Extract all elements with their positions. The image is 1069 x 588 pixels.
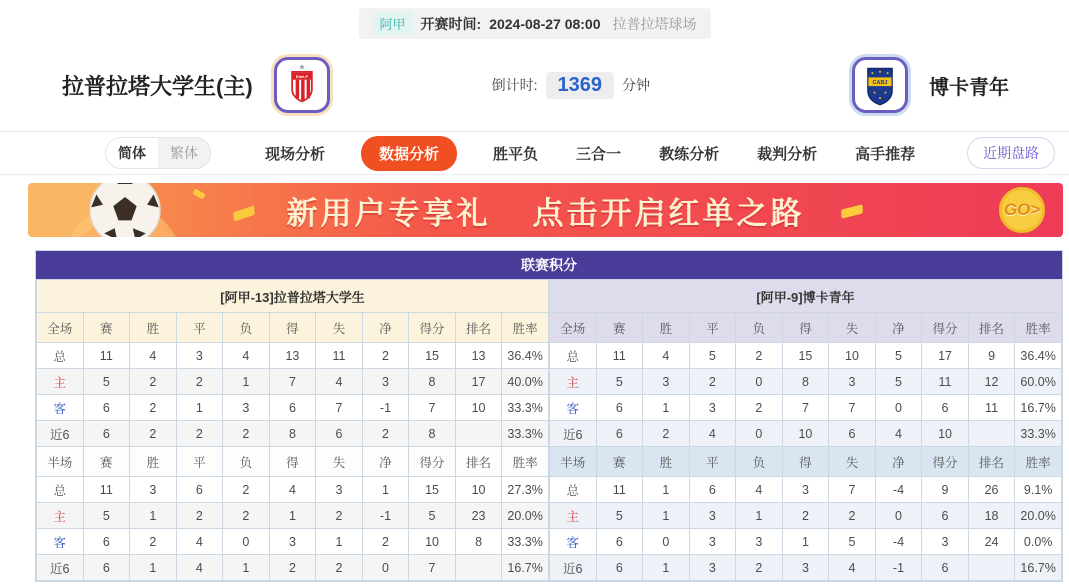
stat-cell: 2 <box>223 477 270 503</box>
stat-cell <box>455 555 502 581</box>
stat-cell: 4 <box>829 555 876 581</box>
stat-cell: 1 <box>223 369 270 395</box>
stat-cell: 6 <box>596 421 643 447</box>
stat-cell: 7 <box>409 555 456 581</box>
standings-tables <box>36 279 1062 581</box>
banner-title-part1: 新用户专享礼 <box>286 195 491 231</box>
row-label: 主 <box>550 369 597 395</box>
stat-cell: 8 <box>269 421 316 447</box>
stat-cell: 3 <box>269 529 316 555</box>
stat-cell: 1 <box>362 477 409 503</box>
table-row <box>37 529 549 555</box>
stat-cell: 6 <box>83 555 130 581</box>
stat-cell: 3 <box>689 555 736 581</box>
stat-cell: 4 <box>269 477 316 503</box>
stat-cell: 7 <box>316 395 363 421</box>
table-row <box>37 503 549 529</box>
stat-cell: 15 <box>782 343 829 369</box>
column-header: 排名 <box>455 313 502 343</box>
tab-win-draw-lose[interactable]: 胜平负 <box>493 145 539 163</box>
stat-cell: 7 <box>269 369 316 395</box>
stat-cell: 33.3% <box>502 395 549 421</box>
stat-cell: 7 <box>829 477 876 503</box>
table-row <box>550 529 1062 555</box>
stat-cell: 0 <box>875 503 922 529</box>
stat-cell: 2 <box>736 395 783 421</box>
column-header: 得 <box>269 447 316 477</box>
stat-cell: 2 <box>362 343 409 369</box>
stat-cell: 3 <box>736 529 783 555</box>
table-row <box>37 369 549 395</box>
table-row <box>37 343 549 369</box>
table-row <box>37 421 549 447</box>
stat-cell: 4 <box>176 555 223 581</box>
column-header: 负 <box>223 447 270 477</box>
column-header: 净 <box>362 447 409 477</box>
table-row <box>37 555 549 581</box>
column-header: 半场 <box>550 447 597 477</box>
stat-cell: 2 <box>223 503 270 529</box>
stat-cell: 2 <box>316 555 363 581</box>
stat-cell: 3 <box>223 395 270 421</box>
stat-cell: 2 <box>782 503 829 529</box>
stat-cell: 2 <box>362 421 409 447</box>
stat-cell: 3 <box>130 477 177 503</box>
stat-cell: 1 <box>269 503 316 529</box>
row-label: 客 <box>37 395 84 421</box>
stat-cell: 4 <box>875 421 922 447</box>
team-section-header: [阿甲-9]博卡青年 <box>550 280 1062 313</box>
banner-title <box>287 188 805 233</box>
stat-cell: 1 <box>176 395 223 421</box>
stat-cell: 10 <box>922 421 969 447</box>
stat-cell: 2 <box>736 343 783 369</box>
table-row <box>550 503 1062 529</box>
table-row <box>37 395 549 421</box>
stat-cell: 11 <box>83 343 130 369</box>
row-label: 近6 <box>37 421 84 447</box>
column-header: 胜率 <box>1015 313 1062 343</box>
column-header: 赛 <box>83 447 130 477</box>
stat-cell: 16.7% <box>1015 555 1062 581</box>
column-header: 排名 <box>968 447 1015 477</box>
stat-cell: 6 <box>689 477 736 503</box>
stat-cell: 1 <box>130 555 177 581</box>
stat-cell: 60.0% <box>1015 369 1062 395</box>
stat-cell: 1 <box>643 477 690 503</box>
stat-cell: 6 <box>596 529 643 555</box>
table-row <box>550 555 1062 581</box>
stat-cell: 2 <box>362 529 409 555</box>
row-label: 总 <box>550 343 597 369</box>
countdown <box>293 72 849 99</box>
stat-cell: 11 <box>316 343 363 369</box>
stat-cell: 9 <box>968 343 1015 369</box>
table-row <box>550 421 1062 447</box>
stat-cell: -1 <box>362 503 409 529</box>
column-header: 得 <box>269 313 316 343</box>
stat-cell: 2 <box>223 421 270 447</box>
stat-cell: 2 <box>130 369 177 395</box>
stat-cell: 5 <box>409 503 456 529</box>
stat-cell: 10 <box>829 343 876 369</box>
tab-three-in-one[interactable]: 三合一 <box>576 145 622 163</box>
stat-cell: 10 <box>455 477 502 503</box>
lang-simplified[interactable]: 简体 <box>106 138 158 168</box>
row-label: 主 <box>550 503 597 529</box>
column-header: 胜 <box>130 313 177 343</box>
stat-cell: 4 <box>643 343 690 369</box>
column-header: 赛 <box>596 313 643 343</box>
stat-cell: 18 <box>968 503 1015 529</box>
stat-cell: 16.7% <box>502 555 549 581</box>
table-row <box>550 369 1062 395</box>
away-team-logo <box>849 54 911 116</box>
match-info-pill <box>359 8 711 39</box>
stat-cell: 4 <box>689 421 736 447</box>
stat-cell: 3 <box>922 529 969 555</box>
stat-cell: 1 <box>223 555 270 581</box>
row-label: 近6 <box>550 421 597 447</box>
stat-cell: 33.3% <box>502 529 549 555</box>
column-header: 胜 <box>643 447 690 477</box>
stat-cell: 7 <box>409 395 456 421</box>
column-header: 得分 <box>409 447 456 477</box>
stat-cell <box>968 555 1015 581</box>
away-crest-icon <box>858 62 902 108</box>
stat-cell: 17 <box>922 343 969 369</box>
stat-cell: 5 <box>83 369 130 395</box>
stat-cell: 0.0% <box>1015 529 1062 555</box>
stat-cell: 6 <box>922 503 969 529</box>
nav-bar <box>0 131 1069 175</box>
stat-cell: 3 <box>782 555 829 581</box>
stat-cell: 7 <box>829 395 876 421</box>
stat-cell: 3 <box>829 369 876 395</box>
stat-cell: 13 <box>455 343 502 369</box>
table-row <box>550 477 1062 503</box>
countdown-value: 1369 <box>546 72 615 99</box>
stat-cell: 7 <box>782 395 829 421</box>
column-header: 净 <box>362 313 409 343</box>
league-standings <box>35 250 1063 582</box>
column-header: 半场 <box>37 447 84 477</box>
stat-cell: 4 <box>736 477 783 503</box>
tab-coach-analysis[interactable]: 教练分析 <box>659 145 720 163</box>
column-header: 失 <box>829 447 876 477</box>
stat-cell: 0 <box>362 555 409 581</box>
confetti-decoration <box>233 205 255 221</box>
stat-cell: 10 <box>409 529 456 555</box>
stat-cell: 3 <box>782 477 829 503</box>
column-header: 排名 <box>455 447 502 477</box>
kickoff-time: 2024-08-27 08:00 <box>489 15 601 32</box>
stat-cell: 11 <box>596 343 643 369</box>
stat-cell: 0 <box>643 529 690 555</box>
lang-traditional[interactable]: 繁体 <box>158 138 210 168</box>
row-label: 主 <box>37 503 84 529</box>
stat-cell: 12 <box>968 369 1015 395</box>
stat-cell: 4 <box>176 529 223 555</box>
row-label: 近6 <box>37 555 84 581</box>
stat-cell: 2 <box>643 421 690 447</box>
row-label: 总 <box>37 343 84 369</box>
stat-cell: 6 <box>83 529 130 555</box>
column-header: 得 <box>782 313 829 343</box>
stat-cell: 2 <box>176 421 223 447</box>
stat-cell: 20.0% <box>1015 503 1062 529</box>
stat-cell: 6 <box>596 395 643 421</box>
stat-cell: 33.3% <box>502 421 549 447</box>
column-header: 负 <box>736 447 783 477</box>
column-header: 得分 <box>409 313 456 343</box>
stat-cell: 4 <box>130 343 177 369</box>
confetti-decoration <box>192 188 205 199</box>
tab-expert-picks[interactable]: 高手推荐 <box>855 145 916 163</box>
column-header: 赛 <box>83 313 130 343</box>
stat-cell: 4 <box>316 369 363 395</box>
top-info-bar <box>0 0 1069 39</box>
stat-cell: -1 <box>875 555 922 581</box>
column-header: 净 <box>875 447 922 477</box>
column-header: 平 <box>689 313 736 343</box>
stat-cell: 11 <box>968 395 1015 421</box>
stat-cell: 11 <box>922 369 969 395</box>
away-team-name: 博卡青年 <box>929 76 1009 99</box>
match-header <box>0 39 1069 131</box>
stat-cell: 3 <box>689 529 736 555</box>
stat-cell: 20.0% <box>502 503 549 529</box>
stat-cell: 3 <box>176 343 223 369</box>
stat-cell: 3 <box>643 369 690 395</box>
column-header: 赛 <box>596 447 643 477</box>
stat-cell: 3 <box>362 369 409 395</box>
stat-cell: 5 <box>875 369 922 395</box>
stat-cell: 2 <box>176 369 223 395</box>
stat-cell: 2 <box>130 529 177 555</box>
confetti-decoration <box>841 204 863 219</box>
stat-cell: 17 <box>455 369 502 395</box>
column-header: 得 <box>782 447 829 477</box>
tab-live-analysis[interactable]: 现场分析 <box>265 145 326 163</box>
tab-data-analysis[interactable]: 数据分析 <box>361 136 457 171</box>
column-header: 失 <box>316 313 363 343</box>
column-header: 平 <box>176 447 223 477</box>
table-row <box>550 343 1062 369</box>
stat-cell: 36.4% <box>1015 343 1062 369</box>
countdown-label: 倒计时: <box>491 77 538 93</box>
stat-cell: 2 <box>736 555 783 581</box>
stat-cell: 10 <box>455 395 502 421</box>
stat-cell: 1 <box>130 503 177 529</box>
stat-cell: 1 <box>736 503 783 529</box>
stat-cell: 2 <box>130 395 177 421</box>
column-header: 胜 <box>643 313 690 343</box>
tab-referee-analysis[interactable]: 裁判分析 <box>757 145 818 163</box>
stat-cell: 8 <box>455 529 502 555</box>
stat-cell: 36.4% <box>502 343 549 369</box>
stat-cell: 5 <box>689 343 736 369</box>
stat-cell: 9.1% <box>1015 477 1062 503</box>
stat-cell: 2 <box>829 503 876 529</box>
table-row <box>550 395 1062 421</box>
stat-cell: 16.7% <box>1015 395 1062 421</box>
stat-cell: 5 <box>83 503 130 529</box>
nav-tabs <box>263 136 917 171</box>
stat-cell: 8 <box>409 369 456 395</box>
stat-cell: -1 <box>362 395 409 421</box>
stat-cell: 4 <box>223 343 270 369</box>
venue-name: 拉普拉塔球场 <box>612 15 697 32</box>
row-label: 总 <box>37 477 84 503</box>
stat-cell: -4 <box>875 477 922 503</box>
column-header: 失 <box>829 313 876 343</box>
league-table-away <box>549 279 1062 581</box>
stat-cell: 24 <box>968 529 1015 555</box>
league-badge: 阿甲 <box>373 12 413 35</box>
recent-trend-button[interactable]: 近期盘路 <box>967 137 1055 169</box>
stat-cell <box>455 421 502 447</box>
stat-cell: 6 <box>922 555 969 581</box>
stat-cell: 33.3% <box>1015 421 1062 447</box>
stat-cell: 15 <box>409 343 456 369</box>
stat-cell: 1 <box>643 395 690 421</box>
stat-cell: -4 <box>875 529 922 555</box>
stat-cell: 0 <box>736 421 783 447</box>
stat-cell: 6 <box>269 395 316 421</box>
svg-text:EdeLP: EdeLP <box>295 73 308 79</box>
stat-cell: 2 <box>689 369 736 395</box>
stat-cell: 5 <box>596 503 643 529</box>
stat-cell: 11 <box>83 477 130 503</box>
stat-cell: 6 <box>596 555 643 581</box>
stat-cell: 2 <box>176 503 223 529</box>
go-button[interactable]: GO> <box>999 187 1045 233</box>
row-label: 主 <box>37 369 84 395</box>
stat-cell: 13 <box>269 343 316 369</box>
stat-cell: 2 <box>130 421 177 447</box>
row-label: 客 <box>550 529 597 555</box>
stat-cell: 6 <box>176 477 223 503</box>
column-header: 全场 <box>550 313 597 343</box>
stat-cell: 0 <box>736 369 783 395</box>
banner-title-part2: 点击开启红单之路 <box>532 195 805 231</box>
stat-cell: 0 <box>875 395 922 421</box>
stat-cell: 26 <box>968 477 1015 503</box>
promo-banner[interactable] <box>28 183 1063 237</box>
stat-cell: 23 <box>455 503 502 529</box>
stat-cell: 3 <box>689 503 736 529</box>
team-section-header: [阿甲-13]拉普拉塔大学生 <box>37 280 549 313</box>
row-label: 客 <box>37 529 84 555</box>
countdown-unit: 分钟 <box>622 77 651 93</box>
stat-cell: 1 <box>643 503 690 529</box>
column-header: 胜率 <box>1015 447 1062 477</box>
stat-cell: 3 <box>316 477 363 503</box>
column-header: 胜 <box>130 447 177 477</box>
stat-cell <box>968 421 1015 447</box>
stat-cell: 1 <box>643 555 690 581</box>
column-header: 平 <box>689 447 736 477</box>
stat-cell: 8 <box>782 369 829 395</box>
league-table-home <box>36 279 549 581</box>
stat-cell: 0 <box>223 529 270 555</box>
stat-cell: 10 <box>782 421 829 447</box>
soccer-ball-icon <box>86 183 164 237</box>
language-toggle[interactable] <box>105 137 211 169</box>
stat-cell: 6 <box>829 421 876 447</box>
stat-cell: 15 <box>409 477 456 503</box>
stat-cell: 11 <box>596 477 643 503</box>
home-team-name: 拉普拉塔大学生(主) <box>62 73 253 99</box>
stat-cell: 5 <box>829 529 876 555</box>
column-header: 排名 <box>968 313 1015 343</box>
kickoff-label: 开赛时间: <box>420 15 482 32</box>
row-label: 总 <box>550 477 597 503</box>
column-header: 负 <box>736 313 783 343</box>
column-header: 净 <box>875 313 922 343</box>
table-row <box>37 477 549 503</box>
column-header: 负 <box>223 313 270 343</box>
svg-text:★: ★ <box>298 62 306 72</box>
table-title: 联赛积分 <box>36 251 1062 279</box>
column-header: 平 <box>176 313 223 343</box>
row-label: 近6 <box>550 555 597 581</box>
column-header: 得分 <box>922 313 969 343</box>
stat-cell: 1 <box>316 529 363 555</box>
stat-cell: 6 <box>83 421 130 447</box>
column-header: 全场 <box>37 313 84 343</box>
svg-text:CABJ: CABJ <box>872 79 888 86</box>
stat-cell: 5 <box>596 369 643 395</box>
stat-cell: 9 <box>922 477 969 503</box>
column-header: 胜率 <box>502 447 549 477</box>
stat-cell: 6 <box>922 395 969 421</box>
stat-cell: 2 <box>269 555 316 581</box>
row-label: 客 <box>550 395 597 421</box>
column-header: 失 <box>316 447 363 477</box>
stat-cell: 6 <box>83 395 130 421</box>
stat-cell: 3 <box>689 395 736 421</box>
stat-cell: 8 <box>409 421 456 447</box>
stat-cell: 27.3% <box>502 477 549 503</box>
stat-cell: 2 <box>316 503 363 529</box>
column-header: 胜率 <box>502 313 549 343</box>
away-team <box>849 54 1009 116</box>
stat-cell: 40.0% <box>502 369 549 395</box>
stat-cell: 1 <box>782 529 829 555</box>
stat-cell: 5 <box>875 343 922 369</box>
stat-cell: 6 <box>316 421 363 447</box>
column-header: 得分 <box>922 447 969 477</box>
